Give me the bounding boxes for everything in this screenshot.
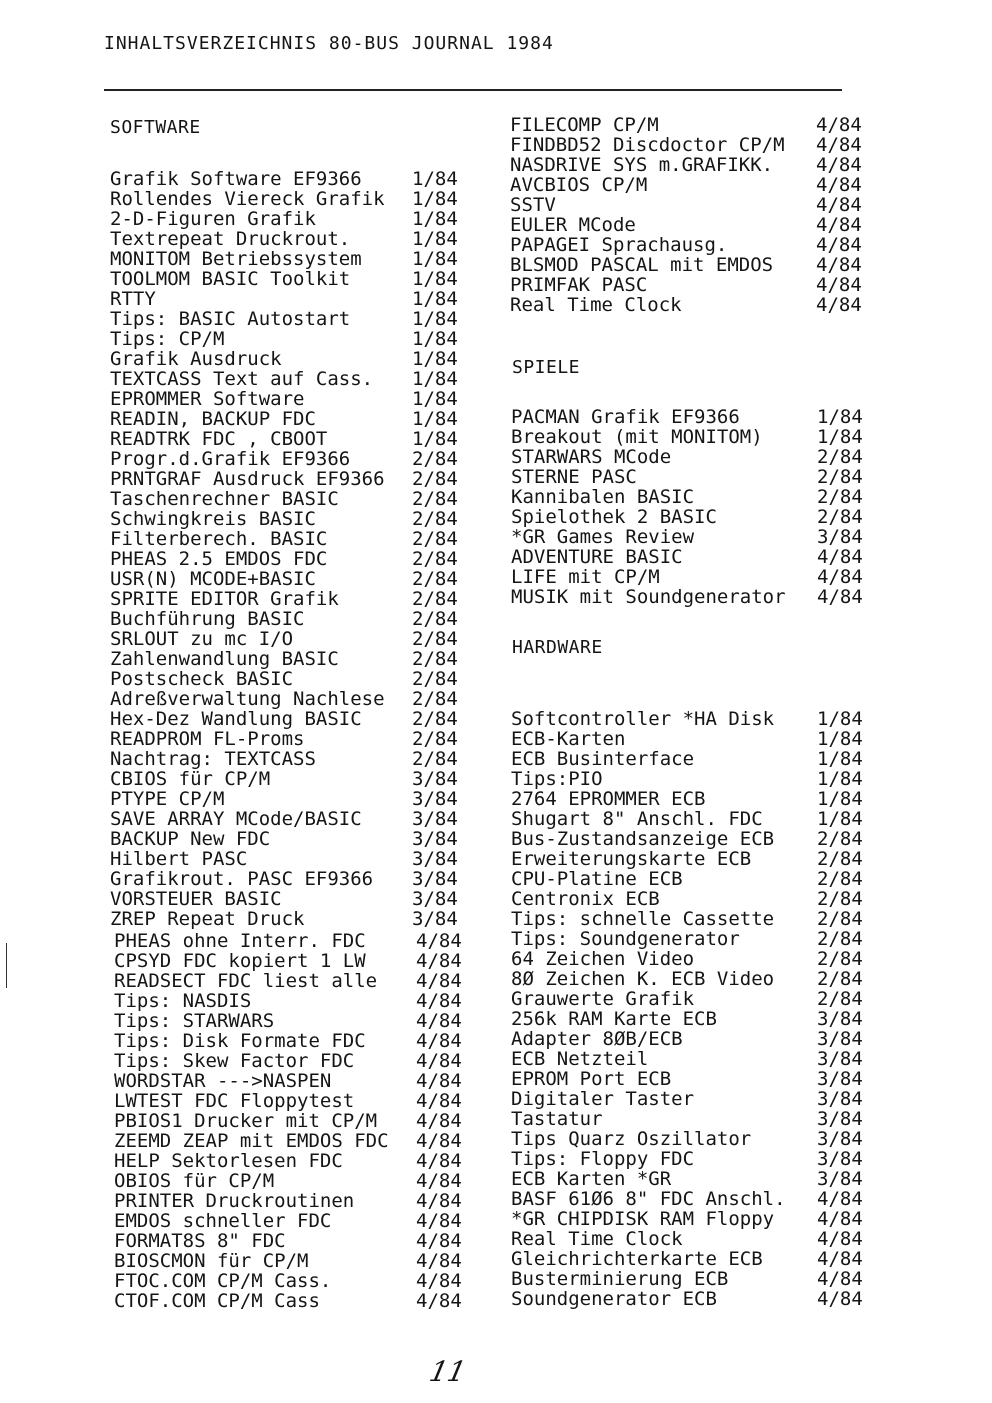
entry-issue: 4/84 xyxy=(816,134,862,156)
entry-issue: 2/84 xyxy=(412,508,458,530)
header-rule xyxy=(104,89,842,91)
entry-title: PTYPE CP/M xyxy=(110,788,225,810)
entry-title: Tips: NASDIS xyxy=(114,990,252,1012)
entry-title: Breakout (mit MONITOM) xyxy=(511,426,763,448)
entry-issue: 4/84 xyxy=(416,1170,462,1192)
entry-issue: 2/84 xyxy=(412,468,458,490)
entry-title: FORMAT8S 8" FDC xyxy=(114,1230,286,1252)
entry-issue: 4/84 xyxy=(816,114,862,136)
entry-issue: 2/84 xyxy=(412,728,458,750)
entry-title: VORSTEUER BASIC xyxy=(110,888,282,910)
entry-issue: 1/84 xyxy=(412,428,458,450)
entry-issue: 2/84 xyxy=(412,748,458,770)
entry-issue: 4/84 xyxy=(816,194,862,216)
entry-title: ZEEMD ZEAP mit EMDOS FDC xyxy=(114,1130,389,1152)
entry-issue: 1/84 xyxy=(817,708,863,730)
entry-title: READTRK FDC , CBOOT xyxy=(110,428,328,450)
entry-issue: 3/84 xyxy=(817,1148,863,1170)
entry-title: ZREP Repeat Druck xyxy=(110,908,305,930)
entry-issue: 2/84 xyxy=(817,908,863,930)
entry-issue: 1/84 xyxy=(412,168,458,190)
entry-title: STERNE PASC xyxy=(511,466,637,488)
entry-issue: 1/84 xyxy=(412,248,458,270)
entry-title: Grafik Software EF9366 xyxy=(110,168,362,190)
entry-issue: 4/84 xyxy=(817,1288,863,1310)
entry-issue: 1/84 xyxy=(412,408,458,430)
entry-issue: 2/84 xyxy=(412,628,458,650)
entry-issue: 1/84 xyxy=(817,728,863,750)
entry-title: HELP Sektorlesen FDC xyxy=(114,1150,343,1172)
entry-issue: 4/84 xyxy=(817,1268,863,1290)
entry-issue: 3/84 xyxy=(412,908,458,930)
entry-issue: 1/84 xyxy=(412,388,458,410)
entry-title: ECB-Karten xyxy=(511,728,626,750)
entry-title: READIN, BACKUP FDC xyxy=(110,408,316,430)
entry-title: Soundgenerator ECB xyxy=(511,1288,717,1310)
entry-issue: 4/84 xyxy=(416,1210,462,1232)
entry-title: 2-D-Figuren Grafik xyxy=(110,208,316,230)
entry-title: PACMAN Grafik EF9366 xyxy=(511,406,740,428)
entry-issue: 3/84 xyxy=(817,1128,863,1150)
entry-title: PRINTER Druckroutinen xyxy=(114,1190,355,1212)
entry-title: Tips: Disk Formate FDC xyxy=(114,1030,366,1052)
entry-issue: 4/84 xyxy=(816,214,862,236)
entry-issue: 3/84 xyxy=(412,868,458,890)
entry-issue: 4/84 xyxy=(416,1130,462,1152)
entry-title: Tips: schnelle Cassette xyxy=(511,908,775,930)
entry-title: Zahlenwandlung BASIC xyxy=(110,648,339,670)
entry-issue: 4/84 xyxy=(416,1250,462,1272)
entry-title: Postscheck BASIC xyxy=(110,668,294,690)
entry-issue: 4/84 xyxy=(816,294,862,316)
entry-title: Hex-Dez Wandlung BASIC xyxy=(110,708,362,730)
entry-issue: 2/84 xyxy=(412,648,458,670)
entry-title: SPRITE EDITOR Grafik xyxy=(110,588,339,610)
entry-issue: 2/84 xyxy=(817,968,863,990)
entry-title: Textrepeat Druckrout. xyxy=(110,228,351,250)
entry-issue: 4/84 xyxy=(817,1248,863,1270)
entry-title: Tastatur xyxy=(511,1108,603,1130)
section-heading-spiele: SPIELE xyxy=(512,357,581,378)
entry-title: CPU-Platine ECB xyxy=(511,868,683,890)
entry-title: AVCBIOS CP/M xyxy=(510,174,648,196)
entry-issue: 2/84 xyxy=(817,988,863,1010)
entry-title: EMDOS schneller FDC xyxy=(114,1210,332,1232)
entry-title: OBIOS für CP/M xyxy=(114,1170,275,1192)
entry-issue: 4/84 xyxy=(816,174,862,196)
entry-title: STARWARS MCode xyxy=(511,446,672,468)
entry-title: MONITOM Betriebssystem xyxy=(110,248,362,270)
entry-issue: 1/84 xyxy=(412,368,458,390)
entry-title: *GR CHIPDISK RAM Floppy xyxy=(511,1208,775,1230)
entry-title: Filterberech. BASIC xyxy=(110,528,328,550)
entry-issue: 1/84 xyxy=(412,348,458,370)
entry-issue: 1/84 xyxy=(817,808,863,830)
entry-issue: 4/84 xyxy=(816,154,862,176)
entry-issue: 4/84 xyxy=(416,1090,462,1112)
entry-title: Hilbert PASC xyxy=(110,848,248,870)
entry-issue: 2/84 xyxy=(412,548,458,570)
entry-title: Kannibalen BASIC xyxy=(511,486,695,508)
entry-issue: 1/84 xyxy=(817,406,863,428)
entry-issue: 4/84 xyxy=(416,1110,462,1132)
entry-title: Nachtrag: TEXTCASS xyxy=(110,748,316,770)
entry-title: Digitaler Taster xyxy=(511,1088,695,1110)
entry-title: SSTV xyxy=(510,194,556,216)
entry-title: SRLOUT zu mc I/O xyxy=(110,628,294,650)
entry-issue: 4/84 xyxy=(416,1010,462,1032)
entry-issue: 2/84 xyxy=(817,486,863,508)
entry-issue: 1/84 xyxy=(817,748,863,770)
entry-issue: 3/84 xyxy=(817,1168,863,1190)
entry-issue: 4/84 xyxy=(817,1208,863,1230)
entry-issue: 2/84 xyxy=(817,948,863,970)
entry-title: Tips: Soundgenerator xyxy=(511,928,740,950)
entry-issue: 1/84 xyxy=(412,208,458,230)
entry-title: USR(N) MCODE+BASIC xyxy=(110,568,316,590)
entry-issue: 4/84 xyxy=(416,1270,462,1292)
entry-title: Grafik Ausdruck xyxy=(110,348,282,370)
entry-title: 64 Zeichen Video xyxy=(511,948,695,970)
entry-title: TOOLMOM BASIC Toolkit xyxy=(110,268,351,290)
entry-title: *GR Games Review xyxy=(511,526,695,548)
entry-issue: 2/84 xyxy=(817,506,863,528)
entry-title: PAPAGEI Sprachausg. xyxy=(510,234,728,256)
entry-title: Busterminierung ECB xyxy=(511,1268,729,1290)
entry-issue: 3/84 xyxy=(412,788,458,810)
entry-issue: 1/84 xyxy=(817,788,863,810)
entry-title: ECB Businterface xyxy=(511,748,695,770)
entry-issue: 1/84 xyxy=(412,288,458,310)
entry-issue: 3/84 xyxy=(817,526,863,548)
entry-title: LIFE mit CP/M xyxy=(511,566,660,588)
entry-title: Progr.d.Grafik EF9366 xyxy=(110,448,351,470)
section-heading-hardware: HARDWARE xyxy=(512,637,603,658)
entry-title: FINDBD52 Discdoctor CP/M xyxy=(510,134,785,156)
entry-issue: 2/84 xyxy=(817,466,863,488)
entry-issue: 4/84 xyxy=(416,1070,462,1092)
entry-issue: 4/84 xyxy=(416,1150,462,1172)
entry-issue: 2/84 xyxy=(412,588,458,610)
entry-title: PHEAS 2.5 EMDOS FDC xyxy=(110,548,328,570)
entry-issue: 1/84 xyxy=(817,426,863,448)
entry-issue: 2/84 xyxy=(412,568,458,590)
entry-issue: 1/84 xyxy=(412,188,458,210)
entry-issue: 4/84 xyxy=(817,566,863,588)
entry-issue: 4/84 xyxy=(416,1230,462,1252)
entry-title: Buchführung BASIC xyxy=(110,608,305,630)
entry-issue: 3/84 xyxy=(817,1088,863,1110)
entry-title: Rollendes Viereck Grafik xyxy=(110,188,385,210)
entry-issue: 1/84 xyxy=(412,268,458,290)
entry-issue: 2/84 xyxy=(412,708,458,730)
entry-issue: 4/84 xyxy=(416,1030,462,1052)
entry-title: PBIOS1 Drucker mit CP/M xyxy=(114,1110,378,1132)
entry-title: Softcontroller *HA Disk xyxy=(511,708,775,730)
entry-title: Tips: CP/M xyxy=(110,328,225,350)
entry-title: Tips: STARWARS xyxy=(114,1010,275,1032)
entry-title: Grauwerte Grafik xyxy=(511,988,695,1010)
entry-issue: 4/84 xyxy=(416,930,462,952)
entry-issue: 1/84 xyxy=(412,228,458,250)
entry-title: Shugart 8" Anschl. FDC xyxy=(511,808,763,830)
entry-title: ECB Karten *GR xyxy=(511,1168,672,1190)
entry-title: CPSYD FDC kopiert 1 LW xyxy=(114,950,366,972)
entry-issue: 4/84 xyxy=(416,1190,462,1212)
entry-title: Erweiterungskarte ECB xyxy=(511,848,752,870)
entry-title: Tips: BASIC Autostart xyxy=(110,308,351,330)
entry-title: EPROMMER Software xyxy=(110,388,305,410)
entry-issue: 3/84 xyxy=(412,768,458,790)
entry-title: EPROM Port ECB xyxy=(511,1068,672,1090)
entry-title: Real Time Clock xyxy=(510,294,682,316)
entry-title: Tips Quarz Oszillator xyxy=(511,1128,752,1150)
entry-title: 8Ø Zeichen K. ECB Video xyxy=(511,968,775,990)
entry-issue: 3/84 xyxy=(817,1068,863,1090)
entry-title: BASF 61Ø6 8" FDC Anschl. xyxy=(511,1188,786,1210)
entry-issue: 2/84 xyxy=(817,848,863,870)
entry-title: Schwingkreis BASIC xyxy=(110,508,316,530)
entry-title: BIOSCMON für CP/M xyxy=(114,1250,309,1272)
entry-issue: 4/84 xyxy=(817,1188,863,1210)
entry-issue: 3/84 xyxy=(817,1108,863,1130)
entry-title: SAVE ARRAY MCode/BASIC xyxy=(110,808,362,830)
entry-title: FTOC.COM CP/M Cass. xyxy=(114,1270,332,1292)
entry-issue: 2/84 xyxy=(412,448,458,470)
entry-title: LWTEST FDC Floppytest xyxy=(114,1090,355,1112)
entry-issue: 2/84 xyxy=(412,528,458,550)
entry-title: MUSIK mit Soundgenerator xyxy=(511,586,786,608)
entry-issue: 3/84 xyxy=(817,1008,863,1030)
entry-title: Real Time Clock xyxy=(511,1228,683,1250)
entry-issue: 1/84 xyxy=(412,308,458,330)
entry-issue: 2/84 xyxy=(817,446,863,468)
entry-issue: 4/84 xyxy=(817,546,863,568)
entry-issue: 4/84 xyxy=(416,1050,462,1072)
entry-title: Taschenrechner BASIC xyxy=(110,488,339,510)
entry-title: TEXTCASS Text auf Cass. xyxy=(110,368,374,390)
entry-title: Tips: Floppy FDC xyxy=(511,1148,695,1170)
entry-issue: 2/84 xyxy=(817,868,863,890)
entry-issue: 4/84 xyxy=(816,274,862,296)
entry-title: RTTY xyxy=(110,288,156,310)
entry-title: READSECT FDC liest alle xyxy=(114,970,378,992)
entry-issue: 2/84 xyxy=(412,668,458,690)
entry-title: NASDRIVE SYS m.GRAFIKK. xyxy=(510,154,774,176)
entry-title: READPROM FL-Proms xyxy=(110,728,305,750)
entry-issue: 2/84 xyxy=(412,608,458,630)
entry-title: Adapter 8ØB/ECB xyxy=(511,1028,683,1050)
entry-issue: 2/84 xyxy=(412,688,458,710)
entry-title: EULER MCode xyxy=(510,214,636,236)
entry-title: Gleichrichterkarte ECB xyxy=(511,1248,763,1270)
entry-issue: 2/84 xyxy=(817,828,863,850)
entry-title: BACKUP New FDC xyxy=(110,828,271,850)
entry-issue: 3/84 xyxy=(817,1028,863,1050)
entry-issue: 1/84 xyxy=(412,328,458,350)
entry-title: Tips:PIO xyxy=(511,768,603,790)
entry-title: 256k RAM Karte ECB xyxy=(511,1008,717,1030)
entry-title: FILECOMP CP/M xyxy=(510,114,659,136)
entry-issue: 3/84 xyxy=(412,888,458,910)
entry-issue: 4/84 xyxy=(416,1290,462,1312)
entry-title: Tips: Skew Factor FDC xyxy=(114,1050,355,1072)
entry-title: Spielothek 2 BASIC xyxy=(511,506,717,528)
entry-issue: 3/84 xyxy=(817,1048,863,1070)
entry-title: ADVENTURE BASIC xyxy=(511,546,683,568)
entry-issue: 2/84 xyxy=(817,928,863,950)
entry-title: PHEAS ohne Interr. FDC xyxy=(114,930,366,952)
entry-issue: 3/84 xyxy=(412,848,458,870)
entry-title: Centronix ECB xyxy=(511,888,660,910)
entry-title: ECB Netzteil xyxy=(511,1048,649,1070)
entry-issue: 1/84 xyxy=(817,768,863,790)
entry-issue: 4/84 xyxy=(816,254,862,276)
entry-title: WORDSTAR --->NASPEN xyxy=(114,1070,332,1092)
entry-issue: 2/84 xyxy=(412,488,458,510)
entry-issue: 4/84 xyxy=(816,234,862,256)
entry-title: Bus-Zustandsanzeige ECB xyxy=(511,828,775,850)
entry-issue: 4/84 xyxy=(817,1228,863,1250)
entry-issue: 4/84 xyxy=(817,586,863,608)
entry-title: Adreßverwaltung Nachlese xyxy=(110,688,385,710)
entry-title: CTOF.COM CP/M Cass xyxy=(114,1290,320,1312)
entry-title: PRNTGRAF Ausdruck EF9366 xyxy=(110,468,385,490)
entry-title: BLSMOD PASCAL mit EMDOS xyxy=(510,254,774,276)
entry-title: Grafikrout. PASC EF9366 xyxy=(110,868,374,890)
entry-issue: 4/84 xyxy=(416,950,462,972)
page-number: 11 xyxy=(426,1355,470,1388)
entry-title: 2764 EPROMMER ECB xyxy=(511,788,706,810)
entry-issue: 3/84 xyxy=(412,828,458,850)
entry-issue: 4/84 xyxy=(416,970,462,992)
entry-title: PRIMFAK PASC xyxy=(510,274,648,296)
section-heading-software: SOFTWARE xyxy=(110,117,201,138)
entry-issue: 2/84 xyxy=(817,888,863,910)
entry-issue: 3/84 xyxy=(412,808,458,830)
margin-mark xyxy=(6,943,7,988)
page-title: INHALTSVERZEICHNIS 80-BUS JOURNAL 1984 xyxy=(104,33,554,54)
entry-issue: 4/84 xyxy=(416,990,462,1012)
entry-title: CBIOS für CP/M xyxy=(110,768,271,790)
